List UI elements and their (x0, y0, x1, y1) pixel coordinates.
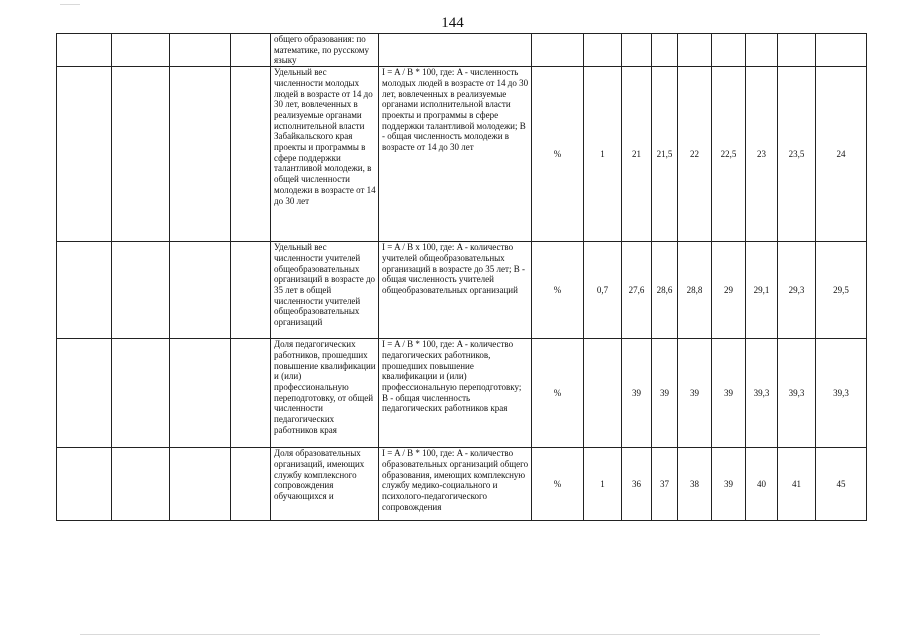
scan-edge-bottom (80, 634, 820, 635)
blank-cell (231, 339, 271, 448)
value-cell: 22 (678, 67, 712, 242)
value-cell (746, 34, 778, 67)
blank-cell (112, 67, 170, 242)
blank-cell (112, 34, 170, 67)
unit-cell (532, 34, 584, 67)
unit-cell: % (532, 242, 584, 339)
unit-cell: % (532, 448, 584, 521)
indicator-cell: Доля образовательных организаций, имеющих службу комплексного сопровождения обучающихся и (271, 448, 379, 521)
value-cell: 41 (778, 448, 816, 521)
value-cell: 36 (622, 448, 652, 521)
value-cell (778, 34, 816, 67)
indicator-cell: Удельный вес численности учителей общеобразовательных организаций в возрасте до 35 лет в общей численности учителей общеобразовательных организаций (271, 242, 379, 339)
value-cell: 39,3 (816, 339, 867, 448)
blank-cell (170, 339, 231, 448)
blank-cell (57, 339, 112, 448)
formula-cell (379, 34, 532, 67)
value-cell: 29,5 (816, 242, 867, 339)
value-cell (622, 34, 652, 67)
value-cell: 24 (816, 67, 867, 242)
value-cell: 27,6 (622, 242, 652, 339)
blank-cell (112, 242, 170, 339)
value-cell: 21 (622, 67, 652, 242)
value-cell: 39 (622, 339, 652, 448)
value-cell: 28,8 (678, 242, 712, 339)
base-value-cell (584, 34, 622, 67)
indicator-cell: Удельный вес численности молодых людей в возрасте от 14 до 30 лет, вовлеченных в реализуемые органами исполнительной власти Забайкальского края проекты и программы в сфере поддержки талантливой молодежи, в общей численности молодежи в возрасте от 14 до 30 лет (271, 67, 379, 242)
value-cell: 39 (652, 339, 678, 448)
base-value-cell: 1 (584, 448, 622, 521)
value-cell (678, 34, 712, 67)
base-value-cell: 1 (584, 67, 622, 242)
blank-cell (170, 34, 231, 67)
value-cell: 45 (816, 448, 867, 521)
formula-cell: I = A / B * 100, где: A - количество педагогических работников, прошедших повышение квалификации и (или) профессиональную переподготовку; B - общая численность педагогических работников края (379, 339, 532, 448)
blank-cell (57, 448, 112, 521)
value-cell: 23 (746, 67, 778, 242)
blank-cell (112, 448, 170, 521)
value-cell: 29,1 (746, 242, 778, 339)
formula-cell: I = A / B * 100, где: A - численность молодых людей в возрасте от 14 до 30 лет, вовлеченных в реализуемые органами исполнительной власти проекты и программы в сфере поддержки талантливой молодежи; B - общая численность молодежи в возрасте от 14 до 30 лет (379, 67, 532, 242)
blank-cell (112, 339, 170, 448)
value-cell: 39,3 (746, 339, 778, 448)
value-cell: 37 (652, 448, 678, 521)
value-cell: 28,6 (652, 242, 678, 339)
blank-cell (170, 448, 231, 521)
blank-cell (57, 67, 112, 242)
value-cell (712, 34, 746, 67)
table-row (57, 242, 867, 339)
value-cell: 21,5 (652, 67, 678, 242)
value-cell: 39 (712, 448, 746, 521)
value-cell: 40 (746, 448, 778, 521)
formula-cell: I = A / B x 100, где: A - количество учителей общеобразовательных организаций в возрасте до 35 лет; B - общая численность учителей общеобразовательных организаций (379, 242, 532, 339)
value-cell: 23,5 (778, 67, 816, 242)
indicators-table (56, 33, 867, 521)
value-cell (816, 34, 867, 67)
value-cell (652, 34, 678, 67)
blank-cell (231, 448, 271, 521)
table-row (57, 34, 867, 67)
value-cell: 39 (678, 339, 712, 448)
value-cell: 29 (712, 242, 746, 339)
base-value-cell (584, 339, 622, 448)
table-row (57, 339, 867, 448)
blank-cell (57, 242, 112, 339)
blank-cell (231, 242, 271, 339)
indicator-cell: Доля педагогических работников, прошедших повышение квалификации и (или) профессиональную переподготовку, от общей численности педагогических работников края (271, 339, 379, 448)
scan-edge-top (60, 4, 80, 5)
unit-cell: % (532, 339, 584, 448)
base-value-cell: 0,7 (584, 242, 622, 339)
blank-cell (57, 34, 112, 67)
formula-cell: I = A / B * 100, где: A - количество образовательных организаций общего образования, имеющих комплексную службу медико-социального и психолого-педагогического сопровождения (379, 448, 532, 521)
value-cell: 39 (712, 339, 746, 448)
value-cell: 39,3 (778, 339, 816, 448)
value-cell: 38 (678, 448, 712, 521)
indicator-cell: общего образования: по математике, по русскому языку (271, 34, 379, 67)
unit-cell: % (532, 67, 584, 242)
page-number: 144 (441, 15, 464, 31)
value-cell: 22,5 (712, 67, 746, 242)
blank-cell (231, 34, 271, 67)
blank-cell (231, 67, 271, 242)
value-cell: 29,3 (778, 242, 816, 339)
table-row (57, 67, 867, 242)
table-row (57, 448, 867, 521)
blank-cell (170, 67, 231, 242)
blank-cell (170, 242, 231, 339)
